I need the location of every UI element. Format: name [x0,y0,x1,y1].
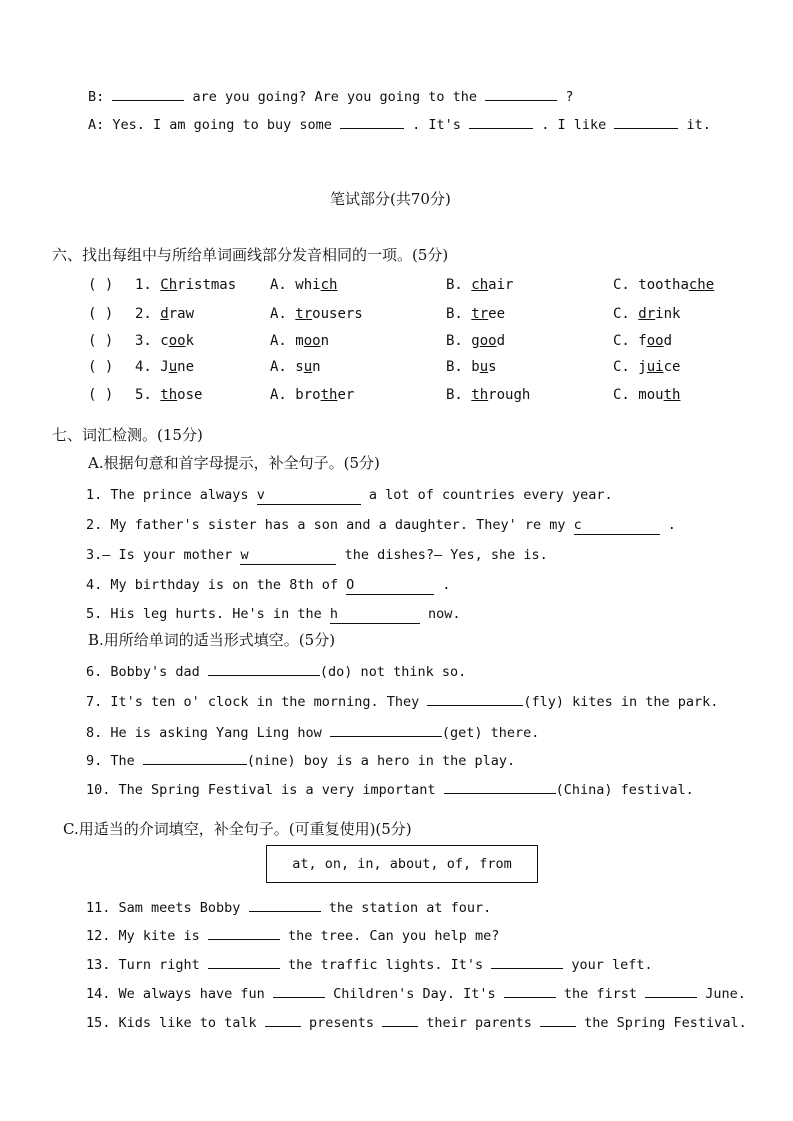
underlined-part: oo [479,333,497,349]
question-line [86,752,515,770]
underlined-part: tr [295,306,313,322]
answer-blank[interactable] [427,693,523,706]
answer-bracket[interactable]: ( ) [88,387,114,403]
section6-title: 六、找出每组中与所给单词画线部分发音相同的一项。(5分) [52,246,449,264]
answer-blank-hint[interactable]: v [257,486,361,505]
option-letter: A. [270,333,296,349]
option-letter: B. [446,387,472,403]
word-part: ne [177,359,195,375]
answer-blank[interactable] [208,663,320,676]
word-part: tootha [638,277,689,293]
question-text: now. [419,606,461,622]
word-part: whi [295,277,321,293]
word-part: ose [177,387,203,403]
word-part: ristmas [177,277,237,293]
option-letter: A. [270,277,296,293]
question-word [135,333,194,349]
question-number: 4. [135,359,161,375]
word-part: ce [663,359,681,375]
answer-bracket[interactable]: ( ) [88,306,114,322]
question-text: 11. Sam meets Bobby [86,900,249,916]
word-part: k [185,333,195,349]
answer-bracket[interactable]: ( ) [88,359,114,375]
option-letter: C. [613,306,639,322]
option-letter: C. [613,277,639,293]
question-text: 13. Turn right [86,957,208,973]
question-text: . [434,577,451,593]
question-text: 1. The prince always [86,487,257,503]
answer-blank[interactable] [491,956,563,969]
word-part: ink [655,306,681,322]
written-section-header: 笔试部分(共70分) [330,190,451,208]
answer-blank[interactable] [249,899,321,912]
word-part: d [496,333,506,349]
question-line [86,1014,747,1032]
question-text: 10. The Spring Festival is a very important [86,782,444,798]
question-number: 2. [135,306,161,322]
underlined-part: th [320,387,338,403]
question-text: (nine) boy is a hero in the play. [246,753,516,769]
underlined-part: oo [303,333,321,349]
answer-blank[interactable] [273,985,325,998]
word-part: raw [168,306,195,322]
question-word [135,359,194,375]
word-part: er [337,387,355,403]
underlined-part: ch [471,277,489,293]
question-line [86,576,450,595]
underlined-part: u [168,359,178,375]
option-c[interactable] [613,359,680,375]
word-part: g [471,333,480,349]
section7-title: 七、词汇检测。(15分) [52,426,203,444]
option-letter: A. [270,387,296,403]
part-b-title: B.用所给单词的适当形式填空。(5分) [88,631,336,649]
word-part: ousers [312,306,363,322]
question-text: the Spring Festival. [576,1015,747,1031]
option-letter: C. [613,359,639,375]
word-part: s [295,359,304,375]
word-part: c [160,333,169,349]
question-number: 1. [135,277,161,293]
question-text: the station at four. [320,900,492,916]
question-number: 3. [135,333,161,349]
option-b[interactable] [446,333,505,349]
word-part: mou [638,387,664,403]
underlined-part: Ch [160,277,178,293]
part-c-title: C.用适当的介词填空，补全句子。(可重复使用)(5分) [63,820,412,838]
question-text: presents [300,1015,383,1031]
question-text: 6. Bobby's dad [86,664,208,680]
underlined-part: u [479,359,489,375]
word-part: d [663,333,673,349]
option-b[interactable] [446,359,497,375]
answer-blank[interactable] [143,752,247,765]
option-letter: B. [446,306,472,322]
option-letter: B. [446,277,472,293]
word-part: n [312,359,321,375]
option-letter: A. [270,306,296,322]
question-text: 7. It's ten o' clock in the morning. They [86,694,428,710]
question-line [86,486,613,505]
underlined-part: ch [320,277,338,293]
option-a[interactable] [270,306,363,322]
question-word [135,277,236,293]
question-number: 5. [135,387,161,403]
answer-blank[interactable] [382,1014,418,1027]
answer-blank[interactable] [485,88,557,101]
word-part: m [295,333,304,349]
word-part: bro [295,387,321,403]
word-part: n [320,333,330,349]
question-text: . [659,517,676,533]
question-text: your left. [563,957,653,973]
underlined-part: th [160,387,178,403]
answer-blank[interactable] [645,985,697,998]
question-text: 5. His leg hurts. He's in the [86,606,330,622]
word-part: s [488,359,497,375]
question-text: 2. My father's sister has a son and a daughter. They' re my [86,517,574,533]
question-line [86,605,460,624]
question-text: 15. Kids like to talk [86,1015,265,1031]
question-line [86,927,499,945]
question-text: 4. My birthday is on the 8th of [86,577,347,593]
option-b[interactable] [446,387,530,403]
question-line [86,985,746,1003]
word-part: air [488,277,514,293]
word-part: rough [488,387,531,403]
option-c[interactable] [613,333,672,349]
word-box-text: at, on, in, about, of, from [292,856,512,872]
word-box [266,845,538,883]
question-line [86,516,676,535]
question-text: June. [697,986,746,1002]
option-c[interactable] [613,277,714,293]
answer-blank[interactable] [504,985,556,998]
question-text: 3.— Is your mother [86,547,241,563]
question-text: (fly) kites in the park. [523,694,719,710]
option-letter: C. [613,387,639,403]
option-b[interactable] [446,306,505,322]
underlined-part: u [303,359,313,375]
question-text: a lot of countries every year. [360,487,613,503]
underlined-part: ui [646,359,664,375]
question-text: 9. The [86,753,143,769]
question-word [135,306,194,322]
question-line [86,693,718,711]
question-text: the tree. Can you help me? [279,928,500,944]
underlined-part: d [160,306,169,322]
word-part: ee [488,306,506,322]
question-text: the dishes?— Yes, she is. [336,547,548,563]
dialogue-line-b: B: are you going? Are you going to the ? [88,89,574,105]
question-text: (do) not think so. [319,664,467,680]
option-b[interactable] [446,277,513,293]
question-word [135,387,202,403]
answer-bracket[interactable]: ( ) [88,333,114,349]
option-letter: A. [270,359,296,375]
answer-blank[interactable] [340,116,404,129]
answer-blank[interactable] [444,781,556,794]
answer-blank[interactable] [112,88,184,101]
answer-blank-hint[interactable]: w [240,546,336,565]
answer-blank[interactable] [614,116,678,129]
question-line [86,724,539,742]
question-line [86,781,694,799]
question-text: (China) festival. [555,782,694,798]
answer-blank-hint[interactable]: h [330,605,420,624]
underlined-part: dr [638,306,656,322]
answer-blank[interactable] [265,1014,301,1027]
question-text: their parents [418,1015,541,1031]
question-text: the first [555,986,646,1002]
option-c[interactable] [613,387,680,403]
answer-blank[interactable] [208,956,280,969]
underlined-part: oo [168,333,186,349]
word-part: f [638,333,647,349]
question-line [86,663,466,681]
answer-blank[interactable] [330,724,442,737]
question-line [86,546,548,565]
question-line [86,899,491,917]
question-text: 14. We always have fun [86,986,273,1002]
option-a[interactable] [270,277,337,293]
answer-blank-hint[interactable]: c [574,516,660,535]
answer-blank[interactable] [208,927,280,940]
word-part: b [471,359,480,375]
option-letter: B. [446,359,472,375]
underlined-part: tr [471,306,489,322]
word-part: j [638,359,647,375]
answer-blank[interactable] [540,1014,576,1027]
question-text: 8. He is asking Yang Ling how [86,725,330,741]
question-text: the traffic lights. It's [279,957,492,973]
part-a-title: A.根据句意和首字母提示，补全句子。(5分) [88,454,380,472]
underlined-part: oo [646,333,664,349]
dialogue-line-a: A: Yes. I am going to buy some . It's . I like it. [88,117,711,133]
option-c[interactable] [613,306,680,322]
option-a[interactable] [270,387,354,403]
underlined-part: che [688,277,715,293]
underlined-part: th [471,387,489,403]
question-line [86,956,653,974]
answer-blank-hint[interactable]: O [346,576,434,595]
option-letter: B. [446,333,472,349]
answer-bracket[interactable]: ( ) [88,277,114,293]
option-a[interactable] [270,333,329,349]
underlined-part: th [663,387,681,403]
question-text: Children's Day. It's [324,986,504,1002]
option-letter: C. [613,333,639,349]
answer-blank[interactable] [469,116,533,129]
word-part: J [160,359,169,375]
question-text: 12. My kite is [86,928,208,944]
option-a[interactable] [270,359,321,375]
question-text: (get) there. [441,725,540,741]
